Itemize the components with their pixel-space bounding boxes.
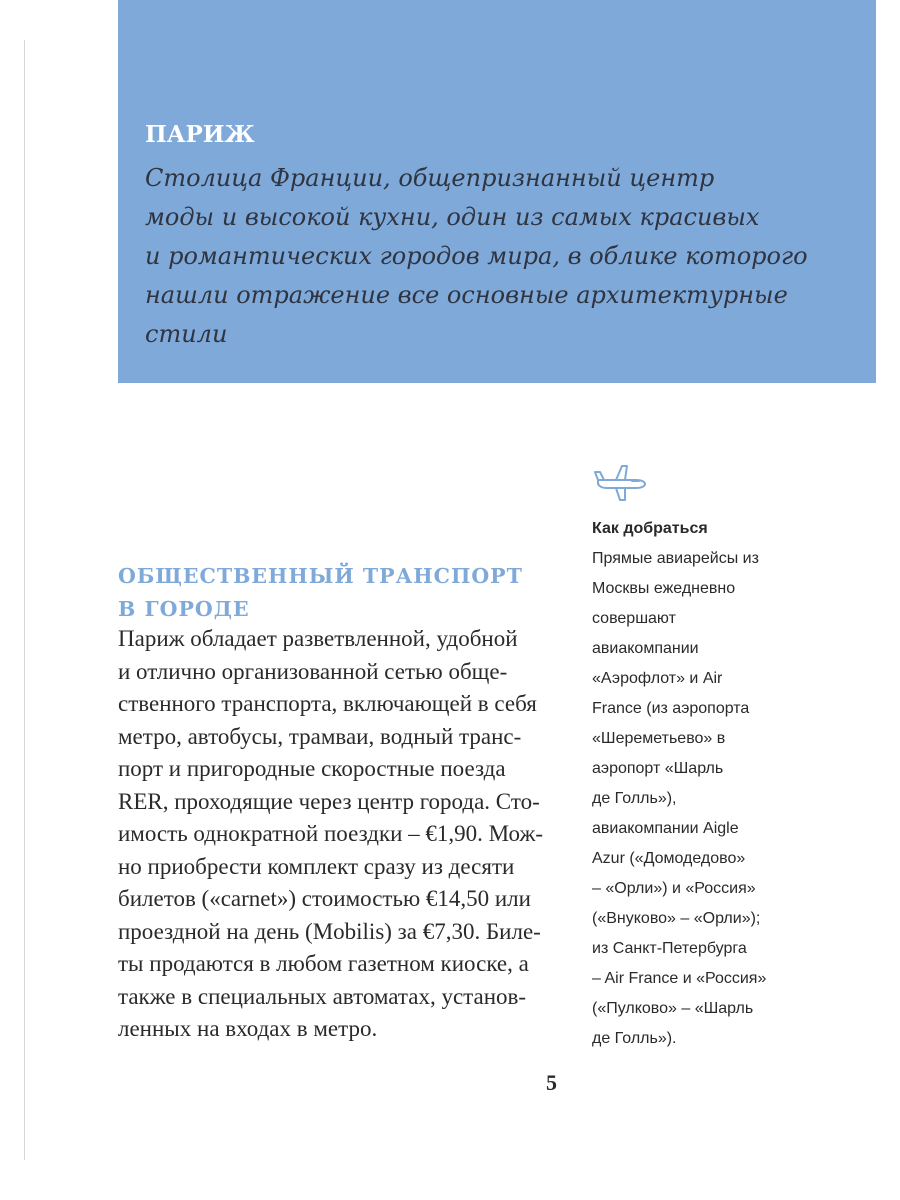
section-title-line: В ГОРОДЕ bbox=[118, 597, 250, 621]
sidebar-line: совершают bbox=[592, 610, 676, 627]
sidebar-line: («Пулково» – «Шарль bbox=[592, 1000, 754, 1017]
body-line: также в специальных автоматах, установ- bbox=[118, 983, 527, 1009]
sidebar-line: авиакомпании Aigle bbox=[592, 820, 739, 837]
sidebar-line: Москвы ежедневно bbox=[592, 580, 736, 597]
page-gutter-line bbox=[24, 40, 25, 1160]
sidebar-line: авиакомпании bbox=[592, 640, 699, 657]
hero-line: стили bbox=[145, 320, 228, 348]
sidebar-line: «Шереметьево» в bbox=[592, 730, 726, 747]
hero-title: ПАРИЖ bbox=[145, 121, 255, 148]
body-line: RER, проходящие через центр города. Сто- bbox=[118, 788, 540, 814]
hero-banner bbox=[118, 0, 876, 383]
body-line: Париж обладает разветвленной, удобной bbox=[118, 626, 518, 651]
sidebar-line: – «Орли») и «Россия» bbox=[592, 880, 756, 897]
hero-line: Столица Франции, общепризнанный центр bbox=[145, 164, 715, 192]
how-to-get-there-sidebar bbox=[592, 460, 792, 1054]
sidebar-line: Azur («Домодедово» bbox=[592, 850, 746, 867]
sidebar-line: аэропорт «Шарль bbox=[592, 760, 724, 777]
sidebar-line: France (из аэропорта bbox=[592, 700, 750, 717]
section-title bbox=[118, 560, 523, 626]
sidebar-line: Прямые авиарейсы из bbox=[592, 550, 759, 567]
page-number: 5 bbox=[546, 1070, 557, 1095]
body-line: ственного транспорта, включающей в себя bbox=[118, 691, 537, 716]
sidebar-line: («Внуково» – «Орли»); bbox=[592, 910, 761, 927]
body-line: ты продаются в любом газетном киоске, а bbox=[118, 951, 529, 976]
body-line: проездной на день (Mobilis) за €7,30. Биле- bbox=[118, 918, 541, 944]
body-line: порт и пригородные скоростные поезда bbox=[118, 756, 506, 781]
sidebar-line: – Air France и «Россия» bbox=[592, 970, 767, 987]
hero-description bbox=[145, 159, 856, 354]
sidebar-line: де Голль»). bbox=[592, 1030, 677, 1047]
hero-line: нашли отражение все основные архитектурные bbox=[145, 281, 788, 309]
sidebar-line: из Санкт-Петербурга bbox=[592, 940, 747, 957]
sidebar-line: де Голль»), bbox=[592, 790, 677, 807]
hero-line: и романтических городов мира, в облике которого bbox=[145, 242, 808, 270]
sidebar-line: «Аэрофлот» и Air bbox=[592, 670, 723, 687]
sidebar-heading: Как добраться bbox=[592, 520, 708, 537]
body-line: имость однократной поездки – €1,90. Мож- bbox=[118, 821, 544, 846]
section-body bbox=[118, 623, 568, 1046]
body-line: ленных на входах в метро. bbox=[118, 1016, 378, 1041]
section-title-line: ОБЩЕСТВЕННЫЙ ТРАНСПОРТ bbox=[118, 564, 523, 588]
body-line: и отлично организованной сетью обще- bbox=[118, 658, 508, 684]
hero-line: моды и высокой кухни, один из самых красивых bbox=[145, 203, 760, 231]
airplane-icon bbox=[592, 460, 648, 506]
body-line: билетов («carnet») стоимостью €14,50 или bbox=[118, 886, 531, 911]
body-line: но приобрести комплект сразу из десяти bbox=[118, 853, 515, 879]
body-line: метро, автобусы, трамваи, водный транс- bbox=[118, 723, 522, 749]
